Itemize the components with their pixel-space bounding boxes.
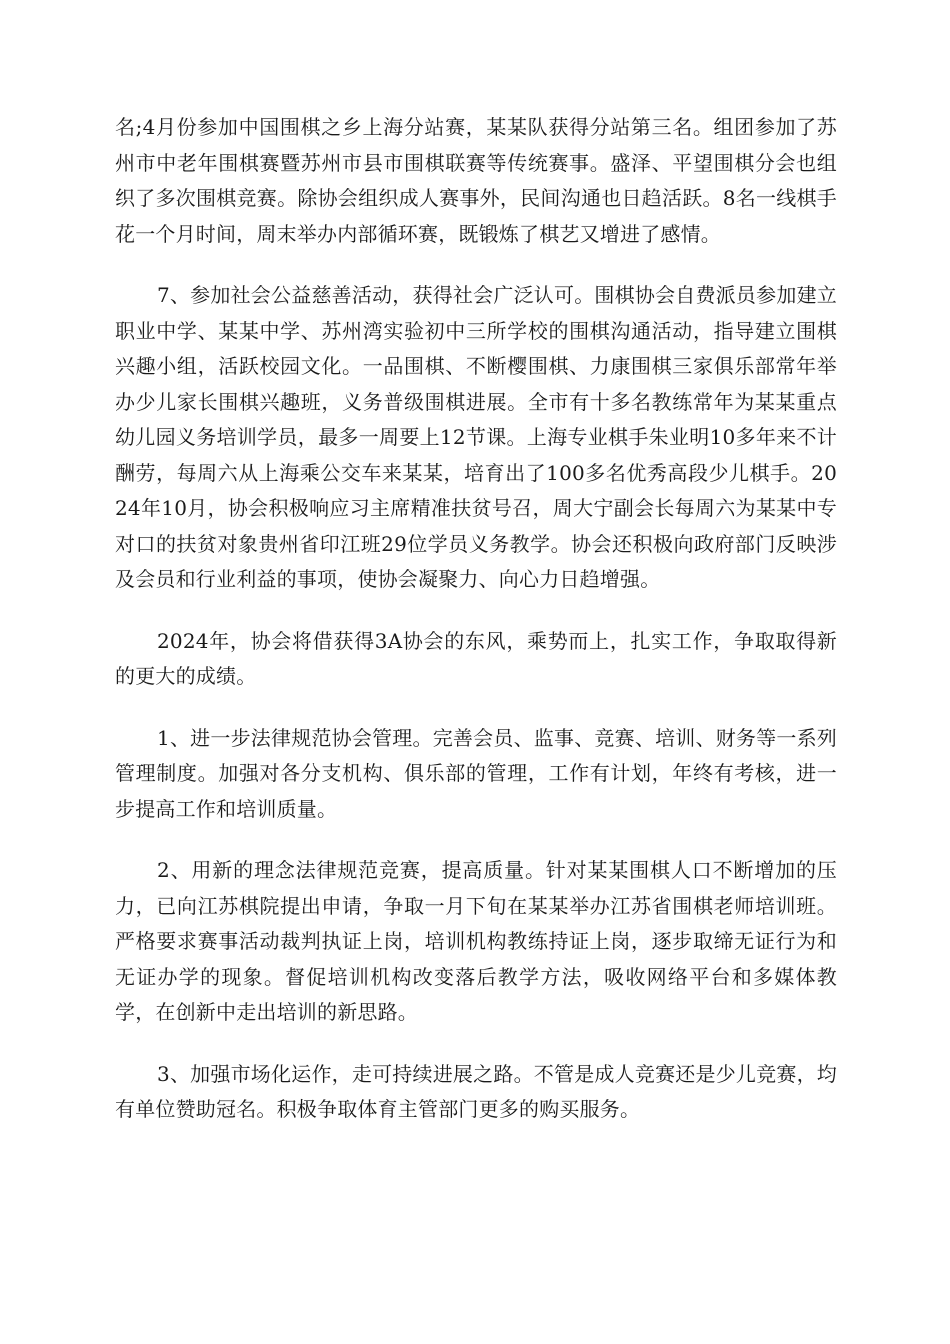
paragraph-continuation: 名;4月份参加中国围棋之乡上海分站赛，某某队获得分站第三名。组团参加了苏州市中老年围棋赛暨苏州市县市围棋联赛等传统赛事。盛泽、平望围棋分会也组织了多次围棋竞赛。除协会组织成人赛事外，民间沟通也日趋活跃。8名一线棋手花一个月时间，周末举办内部循环赛，既锻炼了棋艺又增进了感情。 xyxy=(115,115,837,246)
paragraph-item-3: 3、加强市场化运作，走可持续进展之路。不管是成人竞赛还是少儿竞赛，均有单位赞助冠名。积极争取体育主管部门更多的购买服务。 xyxy=(115,1061,837,1121)
paragraph-plan-intro: 2024年，协会将借获得3A协会的东风，乘势而上，扎实工作，争取取得新的更大的成绩。 xyxy=(115,628,837,688)
document-body xyxy=(115,110,837,1154)
paragraph-item-2: 2、用新的理念法律规范竞赛，提高质量。针对某某围棋人口不断增加的压力，已向江苏棋院提出申请，争取一月下旬在某某举办江苏省围棋老师培训班。严格要求赛事活动裁判执证上岗，培训机构教练持证上岗，逐步取缔无证行为和无证办学的现象。督促培训机构改变落后教学方法，吸收网络平台和多媒体教学，在创新中走出培训的新思路。 xyxy=(115,858,837,1024)
paragraph-item-1: 1、进一步法律规范协会管理。完善会员、监事、竞赛、培训、财务等一系列管理制度。加强对各分支机构、俱乐部的管理，工作有计划，年终有考核，进一步提高工作和培训质量。 xyxy=(115,725,837,821)
paragraph-item-7: 7、参加社会公益慈善活动，获得社会广泛认可。围棋协会自费派员参加建立职业中学、某某中学、苏州湾实验初中三所学校的围棋沟通活动，指导建立围棋兴趣小组，活跃校园文化。一品围棋、不断樱围棋、力康围棋三家俱乐部常年举办少儿家长围棋兴趣班，义务普级围棋进展。全市有十多名教练常年为某某重点幼儿园义务培训学员，最多一周要上12节课。上海专业棋手朱业明10多年来不计酬劳，每周六从上海乘公交车来某某，培育出了100多名优秀高段少儿棋手。2024年10月，协会积极响应习主席精准扶贫号召，周大宁副会长每周六为某某中专对口的扶贫对象贵州省印江班29位学员义务教学。协会还积极向政府部门反映涉及会员和行业利益的事项，使协会凝聚力、向心力日趋增强。 xyxy=(115,283,837,591)
